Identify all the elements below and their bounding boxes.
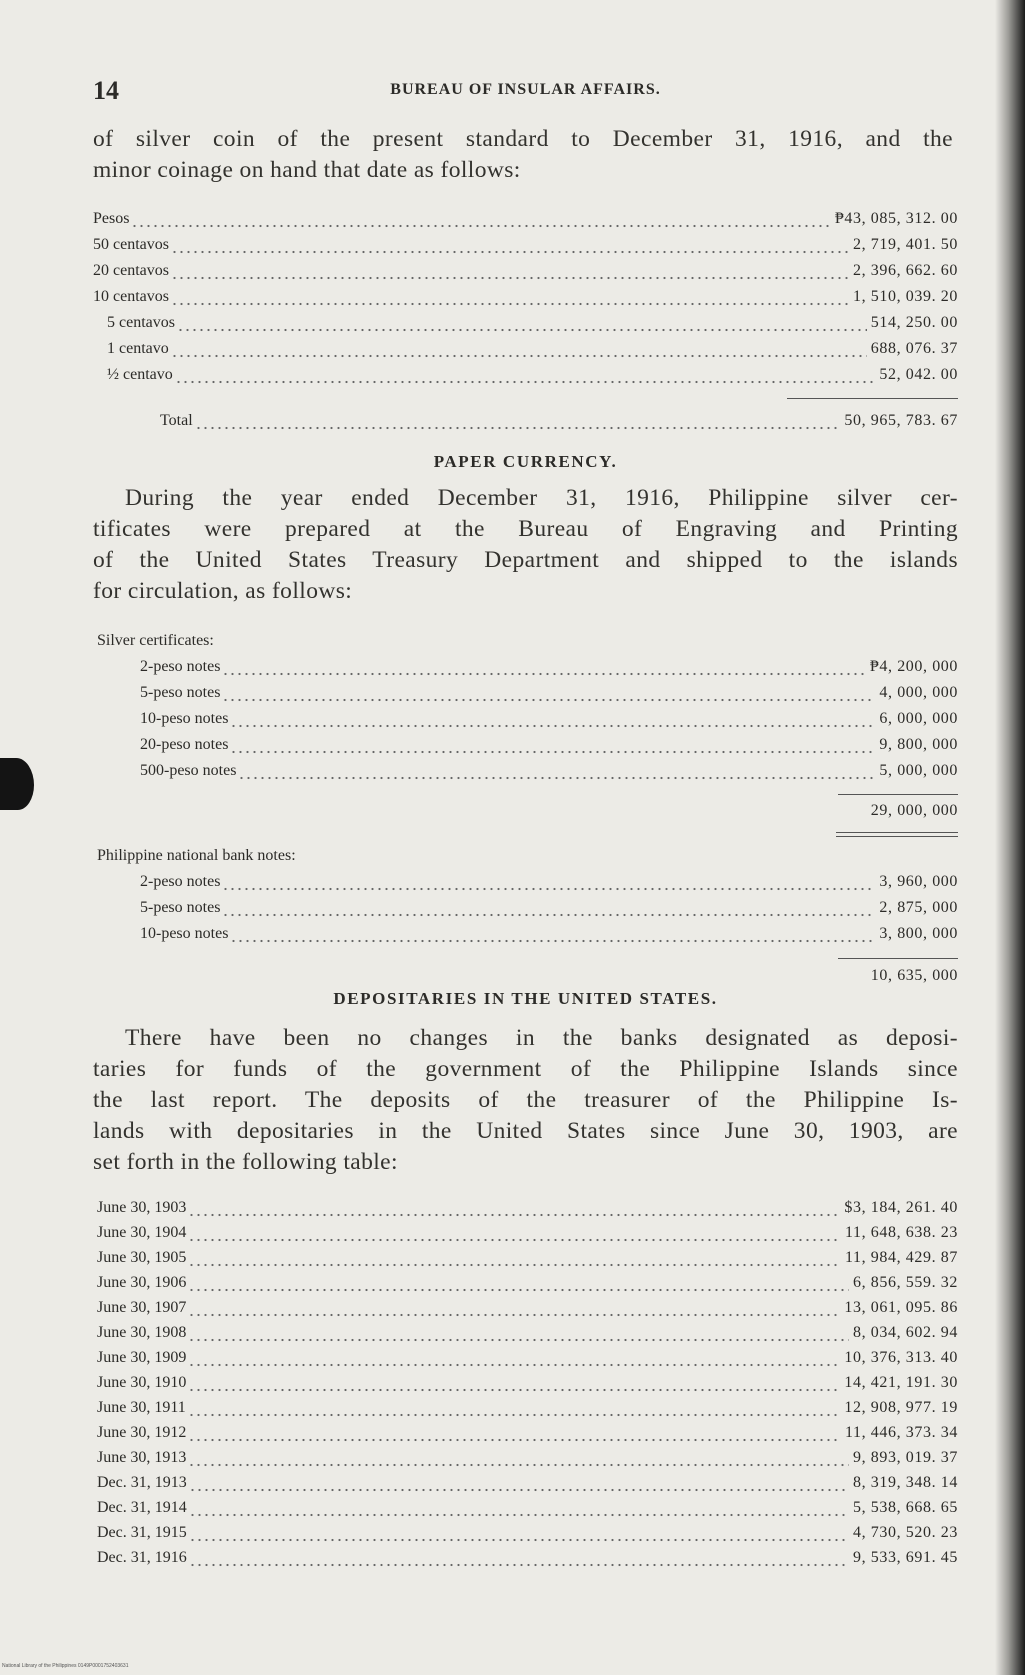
dot-leader: [171, 337, 867, 361]
table-row: [97, 1471, 958, 1495]
paragraph-line: of the United States Treasury Department and shipped to the islands: [93, 547, 958, 573]
row-value: 2, 396, 662. 60: [853, 262, 958, 279]
table-row: [97, 1496, 958, 1520]
row-label: 2-peso notes: [140, 873, 221, 890]
subtotal-rule: [838, 794, 958, 795]
row-label: Dec. 31, 1913: [97, 1474, 187, 1491]
paragraph-line: for circulation, as follows:: [93, 578, 353, 604]
table-row: [93, 259, 958, 283]
table-row: [140, 655, 958, 679]
paragraph-line: tificates were prepared at the Bureau of Engraving and Printing: [93, 516, 958, 542]
row-label: 5 centavos: [107, 314, 175, 331]
table-row: [97, 1446, 958, 1470]
dot-leader: [188, 1196, 840, 1220]
row-value: ₱4, 200, 000: [869, 658, 958, 675]
page-edge-shadow: [995, 0, 1025, 1675]
row-label: June 30, 1904: [97, 1224, 187, 1241]
row-label: 5-peso notes: [140, 899, 221, 916]
intro-paragraph: [93, 124, 953, 186]
row-value: 6, 000, 000: [879, 710, 958, 727]
row-label: Dec. 31, 1914: [97, 1499, 187, 1516]
row-label: June 30, 1905: [97, 1249, 187, 1266]
dot-leader: [238, 759, 875, 783]
table-row: [140, 896, 958, 920]
dot-leader: [188, 1396, 841, 1420]
table-row: [140, 922, 958, 946]
row-value: 2, 875, 000: [879, 899, 958, 916]
dot-leader: [171, 233, 849, 257]
row-label: June 30, 1909: [97, 1349, 187, 1366]
page-header: [93, 76, 958, 106]
row-label: June 30, 1913: [97, 1449, 187, 1466]
depositaries-paragraph: [93, 1023, 958, 1178]
row-label: June 30, 1910: [97, 1374, 187, 1391]
table-row: [140, 707, 958, 731]
table-row: [140, 681, 958, 705]
paragraph-line: taries for funds of the government of the Philippine Islands since: [93, 1056, 958, 1082]
row-value: 3, 960, 000: [879, 873, 958, 890]
dot-leader: [171, 285, 849, 309]
table-row: [97, 1521, 958, 1545]
dot-leader: [131, 207, 830, 231]
dot-leader: [189, 1496, 849, 1520]
dot-leader: [175, 363, 876, 387]
row-label: June 30, 1911: [97, 1399, 186, 1416]
row-value: 8, 319, 348. 14: [853, 1474, 958, 1491]
paragraph-line: minor coinage on hand that date as follows:: [93, 157, 521, 183]
dot-leader: [188, 1221, 841, 1245]
paragraph-line: lands with depositaries in the United States since June 30, 1903, are: [93, 1118, 958, 1144]
subtotal-rule: [838, 958, 958, 959]
paragraph-line: During the year ended December 31, 1916, Philippine silver cer-: [125, 485, 958, 511]
row-value: 52, 042. 00: [879, 366, 958, 383]
table-row: [97, 1271, 958, 1295]
dot-leader: [188, 1321, 849, 1345]
row-value: 9, 800, 000: [879, 736, 958, 753]
row-label: 10-peso notes: [140, 710, 229, 727]
row-label: 10-peso notes: [140, 925, 229, 942]
row-value: 2, 719, 401. 50: [853, 236, 958, 253]
row-label: 20 centavos: [93, 262, 169, 279]
table-row: [97, 1196, 958, 1220]
paragraph-line: There have been no changes in the banks designated as deposi-: [125, 1025, 958, 1051]
row-value: 1, 510, 039. 20: [853, 288, 958, 305]
paper-currency-paragraph: [93, 483, 958, 607]
row-label: 2-peso notes: [140, 658, 221, 675]
row-value: 13, 061, 095. 86: [844, 1299, 958, 1316]
total-row: [160, 409, 958, 433]
dot-leader: [222, 681, 875, 705]
dot-leader: [188, 1446, 849, 1470]
row-label: June 30, 1907: [97, 1299, 187, 1316]
table-row: [97, 1321, 958, 1345]
dot-leader: [189, 1521, 849, 1545]
row-label: June 30, 1906: [97, 1274, 187, 1291]
row-label: June 30, 1908: [97, 1324, 187, 1341]
dot-leader: [188, 1296, 840, 1320]
dot-leader: [188, 1346, 840, 1370]
subtotal-value: 29, 000, 000: [870, 802, 958, 819]
row-value: 11, 648, 638. 23: [844, 1224, 958, 1241]
dot-leader: [189, 1546, 849, 1570]
subheading-national-bank-notes: Philippine national bank notes:: [97, 847, 296, 864]
table-row: [97, 1371, 958, 1395]
row-value: 688, 076. 37: [870, 340, 958, 357]
dot-leader: [177, 311, 867, 335]
row-value: 4, 000, 000: [879, 684, 958, 701]
scan-footer-note: National Library of the Philippines 0149P0001752403631: [2, 1663, 129, 1669]
double-rule: [836, 836, 958, 837]
row-value: 11, 446, 373. 34: [844, 1424, 958, 1441]
table-row: [93, 233, 958, 257]
dot-leader: [222, 870, 875, 894]
scan-margin-blot: [0, 758, 34, 810]
table-row: [140, 759, 958, 783]
table-row: [140, 870, 958, 894]
row-value: 5, 000, 000: [879, 762, 958, 779]
dot-leader: [230, 707, 875, 731]
running-head: BUREAU OF INSULAR AFFAIRS.: [390, 81, 661, 98]
row-value: 11, 984, 429. 87: [844, 1249, 958, 1266]
row-value: 514, 250. 00: [870, 314, 958, 331]
row-value: 8, 034, 602. 94: [853, 1324, 958, 1341]
row-label: 5-peso notes: [140, 684, 221, 701]
table-row: [93, 285, 958, 309]
row-label: Dec. 31, 1915: [97, 1524, 187, 1541]
row-value: 9, 893, 019. 37: [853, 1449, 958, 1466]
row-value: 4, 730, 520. 23: [853, 1524, 958, 1541]
table-row: [93, 363, 958, 387]
dot-leader: [230, 733, 875, 757]
row-label: 10 centavos: [93, 288, 169, 305]
dot-leader: [188, 1271, 849, 1295]
row-value: 14, 421, 191. 30: [844, 1374, 958, 1391]
table-row: [93, 207, 958, 231]
subtotal-value: 10, 635, 000: [870, 967, 958, 984]
row-label: Pesos: [93, 210, 130, 227]
subheading-silver-certificates: Silver certificates:: [97, 632, 214, 649]
table-row: [97, 1346, 958, 1370]
total-value: 50, 965, 783. 67: [844, 412, 958, 429]
page-number: 14: [93, 76, 119, 105]
row-value: 3, 800, 000: [879, 925, 958, 942]
table-row: [97, 1246, 958, 1270]
total-label: Total: [160, 412, 193, 429]
table-row: [140, 733, 958, 757]
dot-leader: [189, 1471, 849, 1495]
table-row: [93, 311, 958, 335]
table-row: [97, 1546, 958, 1570]
dot-leader: [222, 655, 865, 679]
double-rule: [836, 832, 958, 833]
dot-leader: [188, 1246, 841, 1270]
paragraph-line: set forth in the following table:: [93, 1149, 398, 1175]
row-value: $3, 184, 261. 40: [844, 1199, 958, 1216]
row-label: 1 centavo: [107, 340, 169, 357]
row-label: June 30, 1912: [97, 1424, 187, 1441]
row-value: 9, 533, 691. 45: [853, 1549, 958, 1566]
paragraph-line: of silver coin of the present standard to December 31, 1916, and the: [93, 126, 953, 152]
dot-leader: [195, 409, 841, 433]
table-row: [97, 1421, 958, 1445]
row-label: 20-peso notes: [140, 736, 229, 753]
row-value: 10, 376, 313. 40: [844, 1349, 958, 1366]
dot-leader: [188, 1371, 840, 1395]
paragraph-line: the last report. The deposits of the treasurer of the Philippine Is-: [93, 1087, 958, 1113]
row-value: ₱43, 085, 312. 00: [834, 210, 958, 227]
total-rule: [787, 398, 958, 399]
dot-leader: [188, 1421, 841, 1445]
dot-leader: [230, 922, 875, 946]
row-value: 5, 538, 668. 65: [853, 1499, 958, 1516]
row-label: 50 centavos: [93, 236, 169, 253]
section-heading-paper-currency: PAPER CURRENCY.: [433, 452, 618, 471]
table-row: [97, 1296, 958, 1320]
row-value: 12, 908, 977. 19: [844, 1399, 958, 1416]
row-label: Dec. 31, 1916: [97, 1549, 187, 1566]
section-heading-depositaries: DEPOSITARIES IN THE UNITED STATES.: [333, 989, 718, 1008]
row-label: ½ centavo: [107, 366, 173, 383]
table-row: [97, 1396, 958, 1420]
table-row: [97, 1221, 958, 1245]
row-label: June 30, 1903: [97, 1199, 187, 1216]
table-row: [93, 337, 958, 361]
row-value: 6, 856, 559. 32: [853, 1274, 958, 1291]
dot-leader: [222, 896, 875, 920]
row-label: 500-peso notes: [140, 762, 237, 779]
dot-leader: [171, 259, 849, 283]
